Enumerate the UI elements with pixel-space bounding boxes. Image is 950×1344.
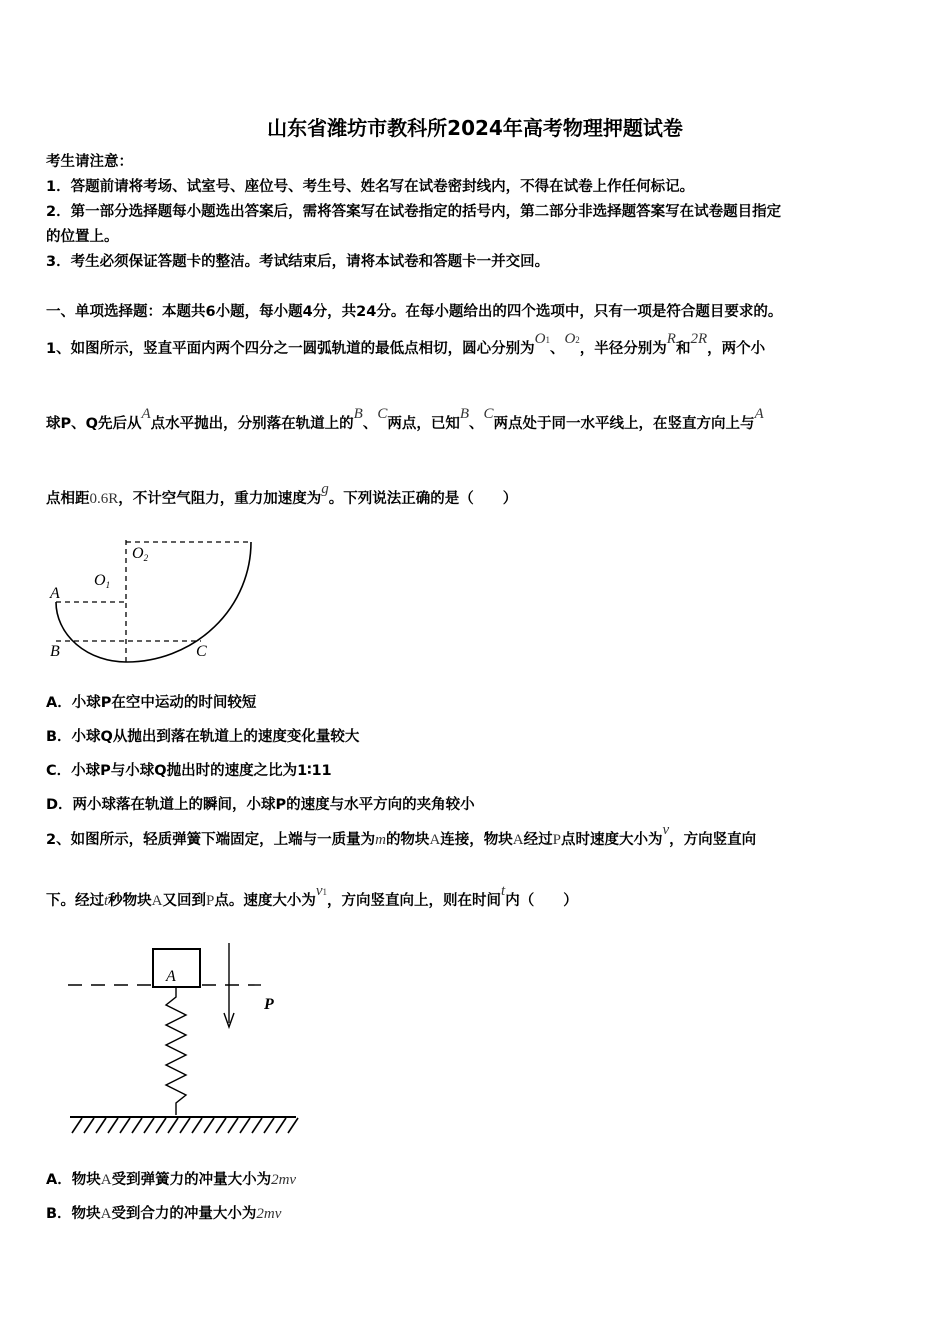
q1-text: 两点处于同一水平线上，在竖直方向上与 [493, 416, 755, 432]
math-b: B [353, 406, 363, 422]
page-title: 山东省潍坊市教科所2024年高考物理押题试卷 [267, 116, 683, 140]
q2-figure [56, 935, 306, 1145]
q2-line-2 [46, 883, 578, 912]
q2-text: 又回到 [162, 893, 207, 909]
q1-text: ，不计空气阻力，重力加速度为 [118, 491, 322, 507]
block-label: A [166, 968, 176, 985]
q2-text: ，方向竖直向上，则在时间 [327, 893, 502, 909]
q1-option-b: B．小球Q从抛出到落在轨道上的速度变化量较大 [46, 729, 360, 745]
math-2r: 2R [690, 331, 708, 347]
q2-text: 连接，物块 [440, 832, 513, 848]
hatch-mark [180, 1118, 190, 1133]
math-a: A [100, 1172, 112, 1188]
q1-text: 点相距 [46, 491, 90, 507]
hatch-mark [168, 1118, 178, 1133]
math-b: B [459, 406, 469, 422]
math-v1-letter: v [315, 883, 323, 899]
q1-sep: 、 [362, 416, 378, 432]
hatch-mark [84, 1118, 94, 1133]
math-r: R [666, 331, 676, 347]
q2-text: 内（ ） [505, 893, 578, 909]
q1-option-c: C．小球P与小球Q抛出时的速度之比为1∶11 [46, 763, 332, 779]
q2-text: 2、如图所示，轻质弹簧下端固定，上端与一质量为 [46, 832, 376, 848]
label-a: A [50, 585, 60, 602]
notice-item-2: 2．第一部分选择题每小题选出答案后，需将答案写在试卷指定的括号内，第二部分非选择题答案写在试卷题目指定 [46, 204, 782, 220]
q1-text: ，半径分别为 [579, 341, 667, 357]
math-2mv: 2mv [256, 1206, 282, 1222]
math-2mv: 2mv [271, 1172, 297, 1188]
q1-line-2 [46, 406, 764, 434]
q1-sep: 、 [469, 416, 484, 432]
q2-text: 点。速度大小为 [214, 893, 316, 909]
q1-line-1 [46, 331, 766, 360]
q2-text: 秒物块 [108, 893, 152, 909]
q2-text: 点时速度大小为 [560, 832, 663, 848]
notice-heading: 考生请注意： [46, 154, 133, 170]
q2-option-a [46, 1170, 296, 1190]
hatch-mark [204, 1118, 214, 1133]
q2-option-text: 受到弹簧力的冲量大小为 [111, 1172, 272, 1188]
spring [166, 987, 186, 1115]
math-t: t [501, 883, 506, 899]
hatch-mark [120, 1118, 130, 1133]
q1-option-d: D．两小球落在轨道上的瞬间，小球P的速度与水平方向的夹角较小 [46, 797, 475, 813]
hatch-mark [264, 1118, 274, 1133]
q2-text: 经过 [523, 832, 553, 848]
notice-item-2-cont: 的位置上。 [46, 229, 119, 245]
small-arc-track [56, 602, 126, 662]
hatch-mark [72, 1118, 82, 1133]
math-m: m [375, 832, 386, 848]
q1-text: 和 [675, 341, 691, 357]
hatch-mark [240, 1118, 250, 1133]
q2-option-text: 受到合力的冲量大小为 [111, 1206, 257, 1222]
math-v1-sub: 1 [322, 887, 328, 897]
label-o2: O2 [132, 545, 149, 563]
math-a: A [429, 832, 441, 848]
section-heading: 一、单项选择题：本题共6小题，每小题4分，共24分。在每小题给出的四个选项中，只有一项是符合题目要求的。 [46, 304, 783, 320]
q2-line-1 [46, 822, 757, 850]
q1-option-a: A．小球P在空中运动的时间较短 [46, 695, 257, 711]
math-o2-letter: O [564, 331, 576, 347]
math-o1-sub: 1 [545, 335, 550, 345]
hatch-mark [288, 1118, 298, 1133]
q1-text: 点水平抛出，分别落在轨道上的 [150, 416, 354, 432]
math-o2 [564, 331, 579, 347]
math-a: A [151, 893, 163, 909]
q2-text: ，方向竖直向 [669, 832, 757, 848]
q1-text: 两点，已知 [387, 416, 460, 432]
math-a: A [141, 406, 151, 422]
q1-line-3 [46, 481, 518, 509]
hatch-mark [96, 1118, 106, 1133]
math-distance: 0.6R [89, 491, 119, 507]
hatch-mark [276, 1118, 286, 1133]
notice-item-1: 1．答题前请将考场、试室号、座位号、考生号、姓名写在试卷密封线内，不得在试卷上作任何标记。 [46, 179, 695, 195]
math-o2-sub: 2 [575, 335, 580, 345]
notice-item-3: 3．考生必须保证答题卡的整洁。考试结束后，请将本试卷和答题卡一并交回。 [46, 254, 550, 270]
ground-hatching [72, 1118, 298, 1133]
q2-text: 的物块 [385, 832, 430, 848]
q2-text: 下。经过 [46, 893, 104, 909]
q1-text: 球P、Q先后从 [46, 416, 142, 432]
math-v1 [316, 883, 327, 899]
label-p: P [264, 996, 274, 1013]
math-p: P [206, 893, 215, 909]
block-a [153, 949, 200, 987]
math-t: t [104, 893, 109, 909]
q1-figure [46, 530, 266, 675]
math-o1-letter: O [534, 331, 546, 347]
hatch-mark [228, 1118, 238, 1133]
q1-sep: 、 [549, 341, 565, 357]
hatch-mark [192, 1118, 202, 1133]
math-g: g [321, 481, 329, 497]
label-c: C [196, 643, 207, 660]
hatch-mark [108, 1118, 118, 1133]
math-p: P [552, 832, 561, 848]
hatch-mark [156, 1118, 166, 1133]
label-b: B [50, 643, 60, 660]
math-o1 [535, 331, 550, 347]
hatch-mark [144, 1118, 154, 1133]
q1-text: 1、如图所示，竖直平面内两个四分之一圆弧轨道的最低点相切，圆心分别为 [46, 341, 535, 357]
hatch-mark [132, 1118, 142, 1133]
math-a: A [754, 406, 764, 422]
label-o1: O1 [94, 572, 111, 590]
math-v: v [662, 822, 670, 838]
hatch-mark [252, 1118, 262, 1133]
math-c: C [483, 406, 494, 422]
q2-option-b [46, 1204, 281, 1224]
q2-option-text: A．物块 [46, 1172, 101, 1188]
q2-option-text: B．物块 [46, 1206, 101, 1222]
q1-text: 。下列说法正确的是（ ） [328, 491, 518, 507]
math-c: C [377, 406, 388, 422]
math-a: A [512, 832, 524, 848]
math-a: A [100, 1206, 112, 1222]
q1-text: ，两个小 [707, 341, 766, 357]
hatch-mark [216, 1118, 226, 1133]
